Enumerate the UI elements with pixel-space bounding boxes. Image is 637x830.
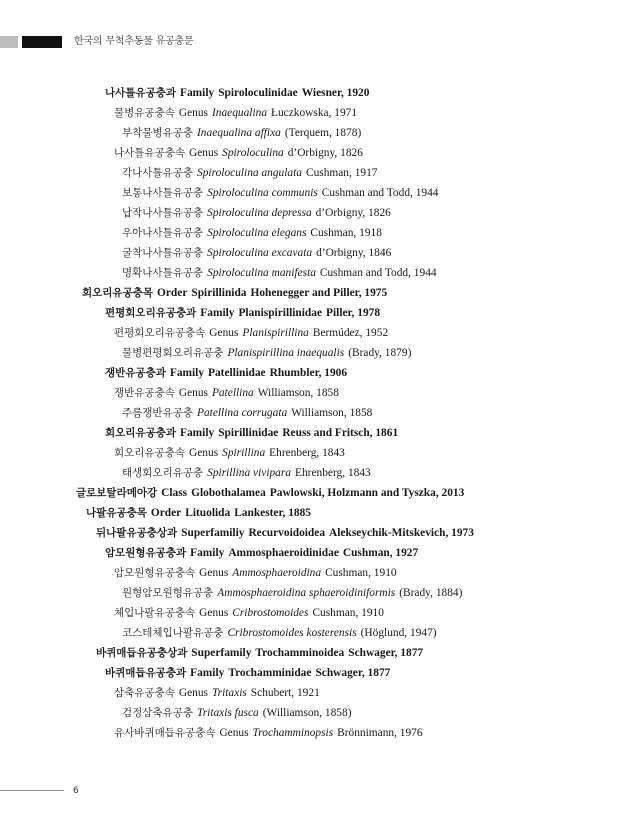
taxon-entry — [105, 545, 418, 561]
scientific-name: Cribrostomoides — [232, 607, 309, 619]
scientific-name: Globothalamea — [191, 487, 266, 499]
korean-name: 납작나사틀유공충 — [122, 207, 204, 219]
korean-name: 물병유공충속 — [114, 107, 175, 119]
korean-name: 편평회오리유공충속 — [114, 327, 206, 339]
korean-name: 태생회오리유공충 — [122, 467, 204, 479]
taxon-entry — [122, 465, 371, 481]
korean-name: 암모원형유공충과 — [105, 547, 187, 559]
taxon-authority: Brönnimann, 1976 — [337, 727, 423, 739]
taxon-rank: Genus — [199, 567, 229, 579]
scientific-name: Spiroloculina communis — [207, 187, 318, 199]
taxon-rank: Genus — [199, 607, 229, 619]
taxon-rank: Superfamiliy — [181, 527, 245, 539]
korean-name: 우아나사틀유공충 — [122, 227, 204, 239]
taxon-entry — [96, 645, 423, 661]
scientific-name: Spiroloculina manifesta — [207, 267, 316, 279]
taxon-rank: Order — [150, 507, 182, 519]
scientific-name: Ammosphaeroidina sphaeroidiniformis — [217, 587, 396, 599]
korean-name: 삼축유공충속 — [114, 687, 175, 699]
taxon-rank: Genus — [189, 447, 219, 459]
korean-name: 물병편평회오리유공충 — [122, 347, 224, 359]
footer-rule — [0, 790, 64, 791]
scientific-name: Cribrostomoides kosterensis — [227, 627, 357, 639]
taxon-entry — [114, 145, 363, 161]
taxon-rank: Genus — [178, 107, 208, 119]
scientific-name: Tritaxis fusca — [197, 707, 259, 719]
taxon-authority: Cushman, 1910 — [325, 567, 397, 579]
taxon-authority: Bermúdez, 1952 — [312, 327, 389, 339]
scientific-name: Spirillina vivipara — [207, 467, 292, 479]
scientific-name: Tritaxis — [211, 687, 247, 699]
header-black-bar — [22, 36, 62, 48]
korean-name: 회오리유공충과 — [105, 427, 177, 439]
taxon-entry — [114, 565, 397, 581]
taxon-authority: Williamson, 1858 — [257, 387, 339, 399]
korean-name: 뒤나팔유공충상과 — [96, 527, 178, 539]
taxon-rank: Genus — [178, 387, 208, 399]
taxon-rank: Genus — [219, 727, 249, 739]
taxon-entry — [114, 605, 384, 621]
taxon-entry — [122, 705, 352, 721]
taxon-entry — [114, 105, 357, 121]
taxon-rank: Class — [161, 487, 188, 499]
korean-name: 코스테체입나팔유공충 — [122, 627, 224, 639]
taxon-authority: Lankester, 1885 — [234, 507, 311, 519]
running-header-title: 한국의 무척추동물 유공충문 — [74, 36, 194, 47]
korean-name: 바퀴매듭유공충상과 — [96, 647, 188, 659]
scientific-name: Spiroloculina elegans — [207, 227, 307, 239]
taxon-authority: Hohenegger and Piller, 1975 — [250, 287, 388, 299]
scientific-name: Trochamminoidea — [255, 647, 345, 659]
scientific-name: Inaequalina affixa — [197, 127, 281, 139]
taxon-entry — [114, 685, 320, 701]
page-number: 6 — [73, 786, 79, 796]
taxon-authority: Cushman and Todd, 1944 — [321, 187, 439, 199]
taxon-authority: (Brady, 1879) — [348, 347, 412, 359]
taxon-rank: Family — [200, 307, 235, 319]
taxon-entry — [86, 505, 311, 521]
scientific-name: Spirillinidae — [218, 427, 279, 439]
scientific-name: Planispirillina — [242, 327, 309, 339]
taxon-entry — [122, 405, 372, 421]
scientific-name: Spirillina — [222, 447, 266, 459]
taxon-rank: Genus — [178, 687, 208, 699]
taxon-authority: Cushman, 1910 — [312, 607, 384, 619]
taxon-authority: (Brady, 1884) — [399, 587, 463, 599]
taxon-authority: d’Orbigny, 1826 — [287, 147, 363, 159]
taxon-authority: Rhumbler, 1906 — [269, 367, 348, 379]
taxon-authority: Alekseychik-Mitskevich, 1973 — [329, 527, 474, 539]
taxon-entry — [122, 245, 391, 261]
taxon-authority: (Terquem, 1878) — [284, 127, 362, 139]
taxon-authority: Cushman, 1918 — [310, 227, 382, 239]
taxon-entry — [114, 445, 345, 461]
taxon-authority: (Williamson, 1858) — [262, 707, 352, 719]
scientific-name: Ammosphaeroidina — [232, 567, 322, 579]
korean-name: 나사틀유공충과 — [105, 87, 177, 99]
scientific-name: Spiroloculinidae — [218, 87, 298, 99]
taxon-entry — [114, 725, 423, 741]
taxon-entry — [122, 225, 382, 241]
taxon-authority: Schwager, 1877 — [348, 647, 424, 659]
taxon-entry — [122, 345, 411, 361]
taxon-authority: Ehrenberg, 1843 — [269, 447, 345, 459]
taxon-authority: Piller, 1978 — [326, 307, 381, 319]
taxon-rank: Genus — [189, 147, 219, 159]
scientific-name: Patellina — [211, 387, 254, 399]
taxon-entry — [122, 625, 437, 641]
korean-name: 원형암모원형유공충 — [122, 587, 214, 599]
taxon-entry — [122, 165, 377, 181]
taxon-rank: Family — [190, 547, 225, 559]
taxon-entry — [122, 585, 462, 601]
korean-name: 회오리유공충목 — [82, 287, 154, 299]
korean-name: 쟁반유공충과 — [105, 367, 166, 379]
taxon-entry — [105, 85, 369, 101]
scientific-name: Ammosphaeroidinidae — [228, 547, 339, 559]
taxon-entry — [122, 125, 361, 141]
taxon-rank: Family — [169, 367, 205, 379]
taxon-entry — [114, 385, 339, 401]
korean-name: 쟁반유공충속 — [114, 387, 175, 399]
taxon-entry — [122, 265, 437, 281]
header-gray-bar — [0, 36, 18, 48]
korean-name: 바퀴매듭유공충과 — [105, 667, 187, 679]
taxon-authority: Łuczkowska, 1971 — [271, 107, 358, 119]
taxon-rank: Order — [157, 287, 188, 299]
korean-name: 굴착나사틀유공충 — [122, 247, 204, 259]
taxon-entry — [96, 525, 474, 541]
taxon-authority: Cushman, 1927 — [342, 547, 419, 559]
korean-name: 편평회오리유공충과 — [105, 307, 197, 319]
taxon-authority: Reuss and Fritsch, 1861 — [282, 427, 399, 439]
korean-name: 회오리유공충속 — [114, 447, 186, 459]
scientific-name: Spirillinida — [191, 287, 247, 299]
scientific-name: Planispirillinidae — [238, 307, 323, 319]
taxon-entry — [105, 425, 398, 441]
scientific-name: Trochamminopsis — [252, 727, 334, 739]
scientific-name: Patellinidae — [208, 367, 266, 379]
taxon-entry — [105, 665, 390, 681]
korean-name: 각나사틀유공충 — [122, 167, 194, 179]
taxon-rank: Family — [190, 667, 225, 679]
taxon-rank: Genus — [209, 327, 239, 339]
taxon-authority: d’Orbigny, 1826 — [315, 207, 391, 219]
taxon-rank: Family — [180, 427, 215, 439]
taxon-authority: Williamson, 1858 — [291, 407, 373, 419]
scientific-name: Inaequalina — [211, 107, 268, 119]
taxon-authority: (Höglund, 1947) — [360, 627, 437, 639]
taxon-entry — [114, 325, 388, 341]
scientific-name: Spiroloculina depressa — [207, 207, 312, 219]
scientific-name: Recurvoidoidea — [248, 527, 326, 539]
korean-name: 체입나팔유공충속 — [114, 607, 196, 619]
korean-name: 부착물병유공충 — [122, 127, 194, 139]
scientific-name: Spiroloculina angulata — [197, 167, 302, 179]
korean-name: 명확나사틀유공충 — [122, 267, 204, 279]
taxon-authority: Ehrenberg, 1843 — [295, 467, 371, 479]
korean-name: 글로보탈라메아강 — [76, 487, 158, 499]
taxon-entry — [82, 285, 387, 301]
taxon-authority: Cushman and Todd, 1944 — [319, 267, 437, 279]
scientific-name: Spiroloculina excavata — [207, 247, 313, 259]
taxon-entry — [122, 205, 391, 221]
korean-name: 보통나사틀유공충 — [122, 187, 204, 199]
korean-name: 암모원형유공충속 — [114, 567, 196, 579]
taxon-entry — [105, 365, 347, 381]
korean-name: 유사바퀴매듭유공충속 — [114, 727, 216, 739]
korean-name: 나팔유공충목 — [86, 507, 147, 519]
taxon-authority: Cushman, 1917 — [305, 167, 378, 179]
korean-name: 나사틀유공충속 — [114, 147, 186, 159]
scientific-name: Spiroloculina — [222, 147, 284, 159]
scientific-name: Lituolida — [185, 507, 231, 519]
taxon-rank: Family — [180, 87, 215, 99]
taxon-authority: Wiesner, 1920 — [301, 87, 370, 99]
scientific-name: Patellina corrugata — [197, 407, 288, 419]
scientific-name: Trochamminidae — [228, 667, 312, 679]
taxon-entry — [122, 185, 439, 201]
korean-name: 검정삼축유공충 — [122, 707, 194, 719]
taxon-authority: Schwager, 1877 — [315, 667, 391, 679]
taxon-entry — [76, 485, 464, 501]
taxon-entry — [105, 305, 380, 321]
taxon-rank: Superfamily — [191, 647, 252, 659]
taxon-authority: Schubert, 1921 — [250, 687, 320, 699]
korean-name: 주름쟁반유공충 — [122, 407, 194, 419]
taxon-authority: Pawlowski, Holzmann and Tyszka, 2013 — [269, 487, 465, 499]
scientific-name: Planispirillina inaequalis — [227, 347, 345, 359]
taxon-authority: d’Orbigny, 1846 — [316, 247, 392, 259]
